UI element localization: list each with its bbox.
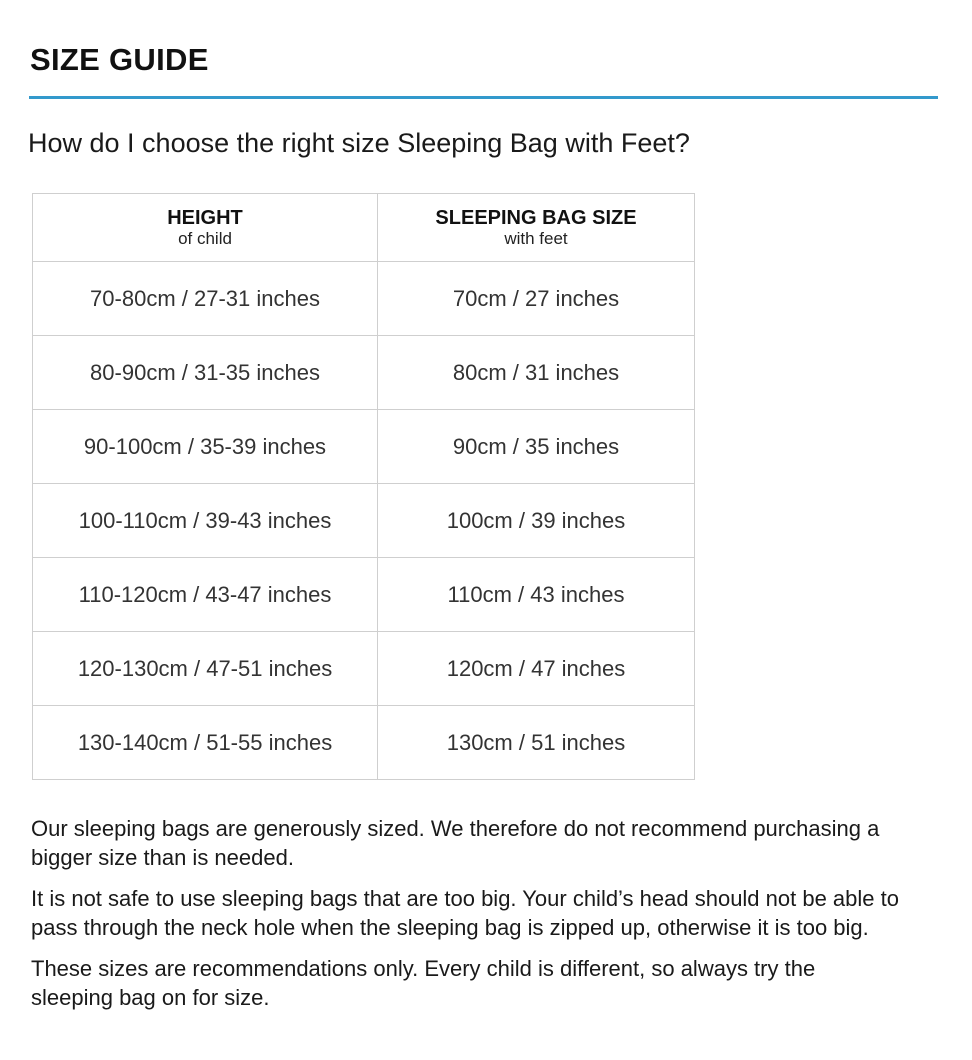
height-cell: 130-140cm / 51-55 inches [33,706,378,780]
size-guide-table [32,193,695,780]
table-row [33,410,695,484]
bag-size-cell: 110cm / 43 inches [378,558,695,632]
bag-size-cell: 70cm / 27 inches [378,262,695,336]
note-paragraph: Our sleeping bags are generously sized. We therefore do not recommend purchasing a bigger size than is needed. [31,816,880,870]
size-question-heading: How do I choose the right size Sleeping Bag with Feet? [28,128,690,158]
bag-size-cell: 90cm / 35 inches [378,410,695,484]
note-paragraph: These sizes are recommendations only. Every child is different, so always try the sleeping bag on for size. [31,956,816,1010]
table-row [33,632,695,706]
header-bag-size-label: SLEEPING BAG SIZE [435,207,637,229]
height-cell: 120-130cm / 47-51 inches [33,632,378,706]
header-height-label: HEIGHT [167,207,243,229]
table-row [33,262,695,336]
table-row [33,336,695,410]
page-title: SIZE GUIDE [30,42,209,77]
table-row [33,558,695,632]
height-cell: 100-110cm / 39-43 inches [33,484,378,558]
header-height [33,194,378,262]
table-row [33,484,695,558]
bag-size-cell: 100cm / 39 inches [378,484,695,558]
header-bag-size-sublabel: with feet [504,229,568,248]
bag-size-cell: 80cm / 31 inches [378,336,695,410]
height-cell: 110-120cm / 43-47 inches [33,558,378,632]
table-row [33,706,695,780]
height-cell: 70-80cm / 27-31 inches [33,262,378,336]
bag-size-cell: 120cm / 47 inches [378,632,695,706]
bag-size-cell: 130cm / 51 inches [378,706,695,780]
sizing-notes [31,814,901,1024]
height-cell: 90-100cm / 35-39 inches [33,410,378,484]
height-cell: 80-90cm / 31-35 inches [33,336,378,410]
note-paragraph: It is not safe to use sleeping bags that are too big. Your child’s head should not be able to pass through the neck hole when the sleeping bag is zipped up, otherwise it is too big. [31,886,899,940]
header-height-sublabel: of child [178,229,232,248]
header-bag-size [378,194,695,262]
table-header-row [33,194,695,262]
title-divider [29,96,938,99]
